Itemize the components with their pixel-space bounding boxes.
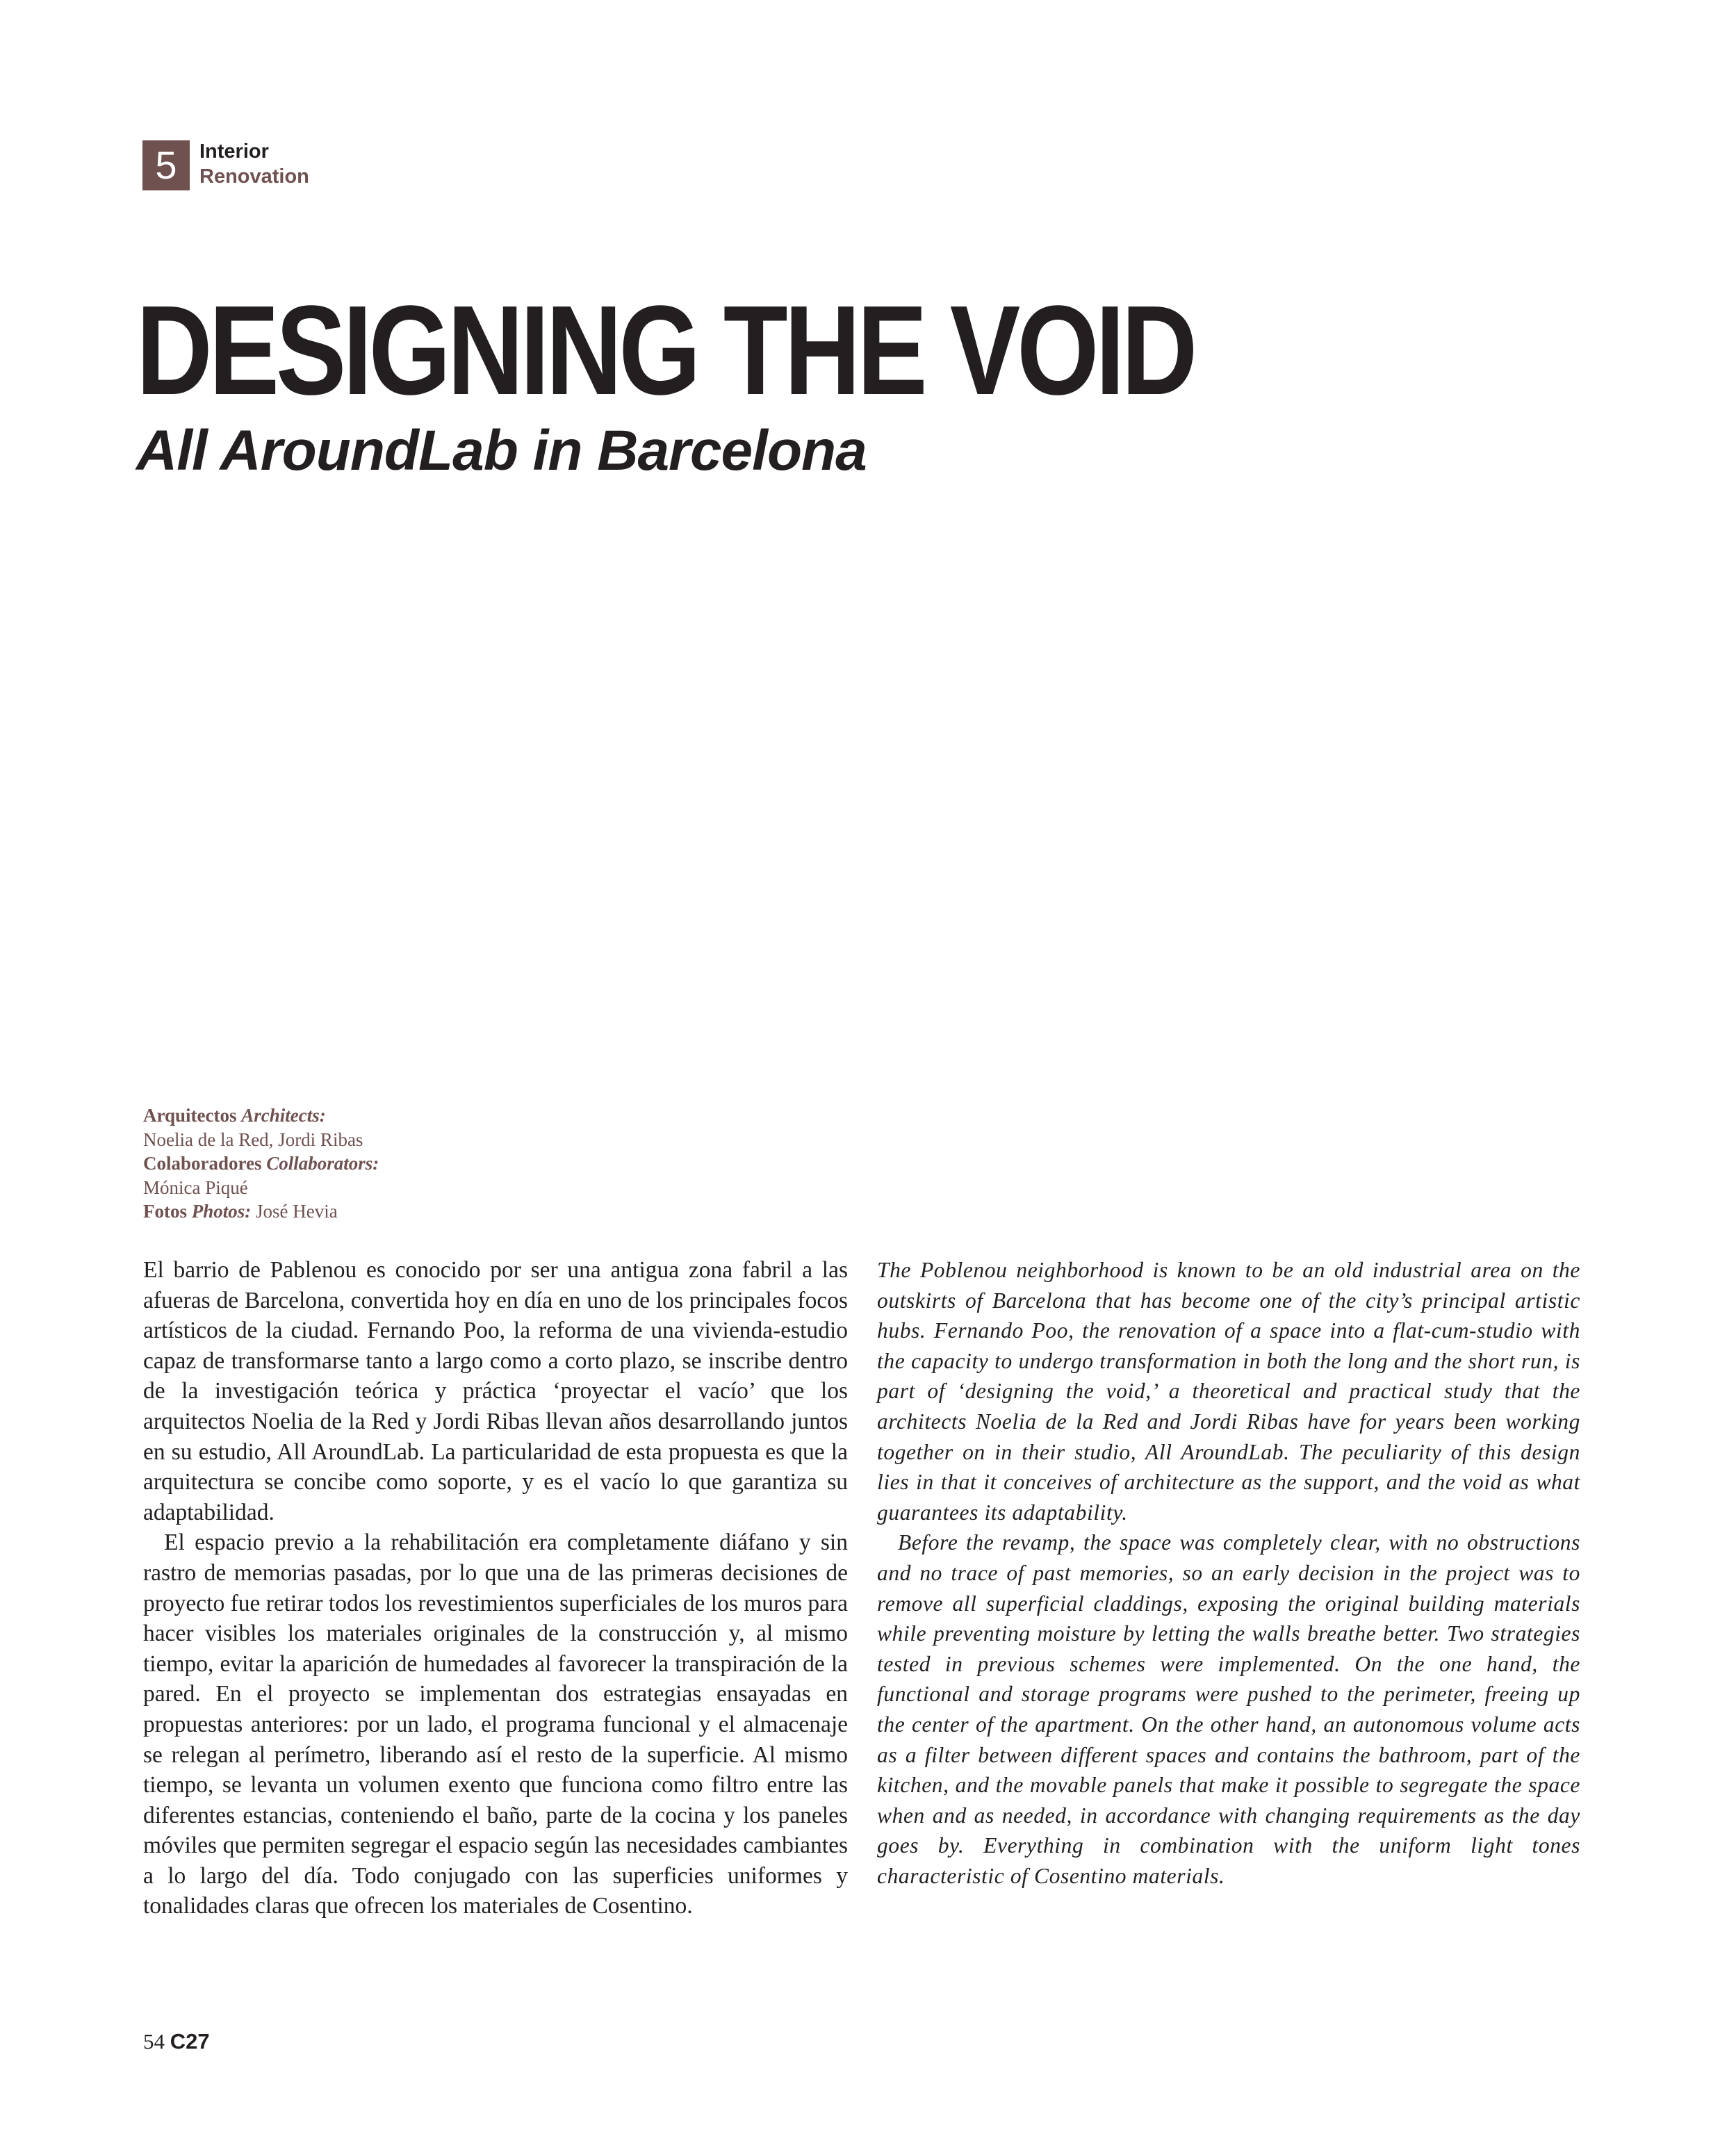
body-column-english bbox=[877, 1255, 1580, 1891]
article-subtitle: All AroundLab in Barcelona bbox=[136, 419, 867, 482]
body-paragraph: Before the revamp, the space was completely clear, with no obstructions and no trace of past memories, so an early decision in the project was to remove all superficial claddings, exposing the original building materials while preventing moisture by letting the walls breathe better. Two strategies tested in previous schemes were implemented. On the one hand, the functional and storage programs were pushed to the perimeter, freeing up the center of the apartment. On the other hand, an autonomous volume acts as a filter between different spaces and contains the bathroom, part of the kitchen, and the movable panels that make it possible to segregate the space when and as needed, in accordance with changing requirements as the day goes by. Everything in combination with the uniform light tones characteristic of Cosentino materials. bbox=[877, 1530, 1580, 1888]
credit-photos-name: José Hevia bbox=[256, 1201, 338, 1222]
credit-role-es: Colaboradores bbox=[143, 1153, 262, 1174]
credit-architects-heading bbox=[143, 1104, 379, 1128]
credit-role-en: Architects: bbox=[241, 1105, 326, 1126]
issue-number: 27 bbox=[186, 2029, 210, 2053]
section-marker bbox=[142, 140, 309, 190]
section-label bbox=[199, 139, 309, 189]
credit-photos bbox=[143, 1199, 379, 1224]
body-column-spanish bbox=[143, 1255, 848, 1921]
credit-role-es: Arquitectos bbox=[143, 1105, 237, 1126]
body-paragraph: The Poblenou neighborhood is known to be an old industrial area on the outskirts of Barcelona that has become one of the city’s principal artistic hubs. Fernando Poo, the renovation of a space into a flat-cum-studio with the capacity to undergo transformation in both the long and the short run, is part of ‘designing the void,’ a theoretical and practical study that the architects Noelia de la Red and Jordi Ribas have for years been working together on in their studio, All AroundLab. The peculiarity of this design lies in that it conceives of architecture as the support, and the void as what guarantees its adaptability. bbox=[877, 1258, 1580, 1525]
credit-architects-names: Noelia de la Red, Jordi Ribas bbox=[143, 1129, 363, 1150]
page-number: 54 bbox=[143, 2029, 165, 2053]
credit-collaborators-names: Mónica Piqué bbox=[143, 1177, 248, 1198]
section-number: 5 bbox=[142, 140, 190, 190]
body-paragraph: El barrio de Pablenou es conocido por ser una antigua zona fabril a las afueras de Barcelona, convertida hoy en día en uno de los principales focos artísticos de la ciudad. Fernando Poo, la reforma de una vivienda-estudio capaz de transformarse tanto a largo como a corto plazo, se inscribe dentro de la investigación teórica y práctica ‘proyectar el vacío’ que los arquitectos Noelia de la Red y Jordi Ribas llevan años desarrollando juntos en su estudio, All AroundLab. La particularidad de esta propuesta es que la arquitectura se concibe como soporte, y es el vacío lo que garantiza su adaptabilidad. bbox=[143, 1257, 848, 1525]
credit-role-en: Collaborators: bbox=[266, 1153, 379, 1174]
section-label-line2: Renovation bbox=[199, 165, 309, 188]
magazine-mark: C bbox=[170, 2029, 186, 2053]
page-folio bbox=[143, 2031, 210, 2052]
article-title: DESIGNING THE VOID bbox=[136, 279, 1195, 421]
credit-collaborators-heading bbox=[143, 1151, 379, 1176]
body-paragraph: El espacio previo a la rehabilitación era completamente diáfano y sin rastro de memorias pasadas, por lo que una de las primeras decisiones de proyecto fue retirar todos los revestimientos superficiales de los muros para hacer visibles los materiales originales de la construcción y, al mismo tiempo, evitar la aparición de humedades al favorecer la transpiración de la pared. En el proyecto se implementan dos estrategias ensayadas en propuestas anteriores: por un lado, el programa funcional y el almacenaje se relegan al perímetro, liberando así el resto de la superficie. Al mismo tiempo, se levanta un volumen exento que funciona como filtro entre las diferentes estancias, conteniendo el baño, parte de la cocina y los paneles móviles que permiten segregar el espacio según las necesidades cambiantes a lo largo del día. Todo conjugado con las superficies uniformes y tonalidades claras que ofrecen los materiales de Cosentino. bbox=[143, 1530, 848, 1919]
project-credits bbox=[143, 1104, 379, 1224]
credit-role-es: Fotos bbox=[143, 1201, 187, 1222]
credit-role-en: Photos: bbox=[191, 1201, 252, 1222]
section-label-line1: Interior bbox=[199, 140, 269, 163]
